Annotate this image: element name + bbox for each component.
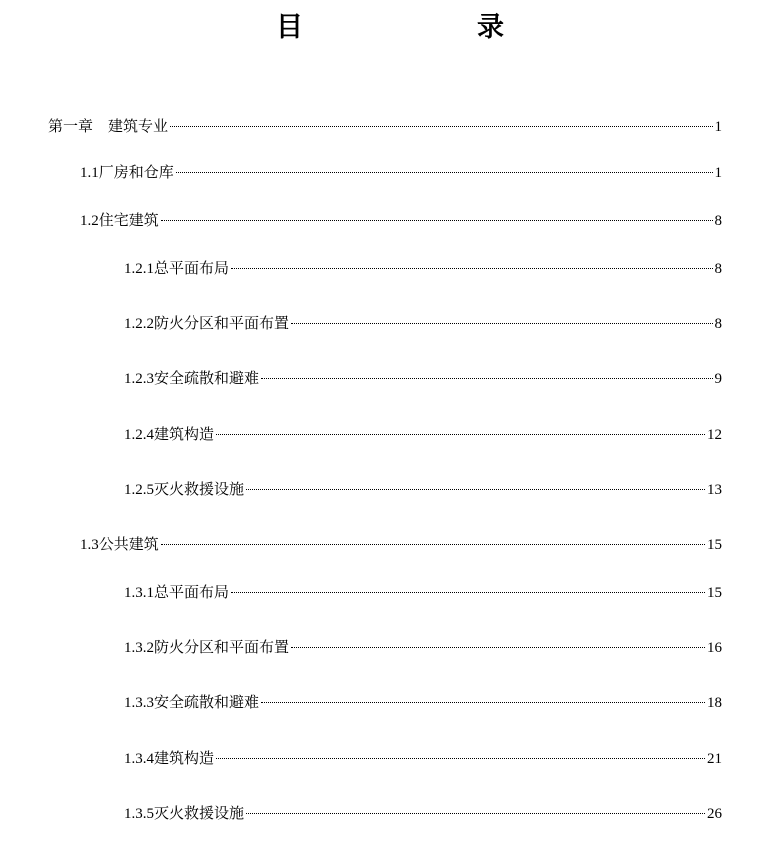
toc-entry-number: 1.3	[80, 537, 99, 553]
toc-entry-page: 9	[714, 371, 722, 387]
dot-leader	[216, 758, 705, 759]
toc-entry-1-2[interactable]	[80, 210, 722, 231]
toc-entry-title: 住宅建筑	[98, 211, 159, 229]
toc-entry-title: 建筑专业	[108, 117, 169, 135]
toc-entry-number: 第一章	[48, 119, 94, 135]
toc-entry-page: 16	[707, 640, 722, 656]
toc-entry-page: 18	[707, 695, 722, 711]
dot-leader	[246, 813, 705, 814]
toc-entry-title: 安全疏散和避难	[154, 693, 260, 711]
dot-leader	[161, 544, 705, 545]
toc-entry-1-2-5[interactable]	[124, 479, 722, 500]
toc-entry-title: 厂房和仓库	[98, 163, 174, 181]
toc-entry-title: 总平面布局	[154, 583, 230, 601]
dot-leader	[291, 323, 712, 324]
toc-entry-1-2-1[interactable]	[124, 258, 722, 279]
dot-leader	[231, 268, 712, 269]
toc-entry-number: 1.2	[80, 213, 99, 229]
toc-entry-1-3-4[interactable]	[124, 748, 722, 769]
toc-entry-1-3-1[interactable]	[124, 582, 722, 603]
toc-entry-title: 防火分区和平面布置	[154, 314, 290, 332]
toc-entry-page: 8	[714, 316, 722, 332]
toc-entry-1-1[interactable]	[80, 162, 722, 183]
toc-entry-title: 防火分区和平面布置	[154, 638, 290, 656]
toc-entry-number: 1.2.3	[124, 371, 154, 387]
toc-entry-1-3-3[interactable]	[124, 692, 722, 713]
toc-entry-1-3-5[interactable]	[124, 803, 722, 824]
dot-leader	[261, 378, 712, 379]
toc-entry-number: 1.3.5	[124, 806, 154, 822]
toc-entry-1-2-4[interactable]	[124, 424, 722, 445]
toc-entry-number: 1.2.1	[124, 261, 154, 277]
toc-entry-page: 12	[707, 427, 722, 443]
toc-entry-number: 1.3.4	[124, 751, 154, 767]
toc-entry-title: 建筑构造	[154, 425, 215, 443]
toc-entry-separator	[93, 117, 108, 137]
toc-entry-page: 15	[707, 585, 722, 601]
dot-leader	[161, 220, 713, 221]
toc-entry-page: 21	[707, 751, 722, 767]
toc-entry-number: 1.2.4	[124, 427, 154, 443]
toc-entry-number: 1.3.2	[124, 640, 154, 656]
dot-leader	[246, 489, 705, 490]
dot-leader	[291, 647, 705, 648]
toc-entry-page: 26	[707, 806, 722, 822]
dot-leader	[170, 126, 712, 127]
toc-entry-1-2-2[interactable]	[124, 313, 722, 334]
toc-entry-1-2-3[interactable]	[124, 368, 722, 389]
dot-leader	[176, 172, 713, 173]
toc-entry-title: 建筑构造	[154, 749, 215, 767]
toc-entry-page: 1	[714, 165, 722, 181]
dot-leader	[261, 702, 705, 703]
toc-entry-number: 1.3.1	[124, 585, 154, 601]
toc-entry-page: 8	[714, 261, 722, 277]
toc-entry-number: 1.2.5	[124, 482, 154, 498]
page-title: 目 录	[276, 12, 544, 43]
dot-leader	[216, 434, 705, 435]
toc-entry-1-3-2[interactable]	[124, 637, 722, 658]
toc-entry-number: 1.2.2	[124, 316, 154, 332]
toc-entry-page: 1	[714, 119, 722, 135]
toc-entry-title: 灭火救援设施	[154, 804, 245, 822]
toc-entry-title: 总平面布局	[154, 259, 230, 277]
toc-entry-page: 13	[707, 482, 722, 498]
toc-entry-number: 1.1	[80, 165, 99, 181]
toc-entry-page: 8	[714, 213, 722, 229]
toc-entry-page: 15	[707, 537, 722, 553]
toc-entry-title: 灭火救援设施	[154, 480, 245, 498]
toc-entry-1-3[interactable]	[80, 534, 722, 555]
toc-entry-number: 1.3.3	[124, 695, 154, 711]
toc-entry-chapter-1[interactable]	[48, 116, 722, 137]
dot-leader	[231, 592, 705, 593]
toc-entry-title: 安全疏散和避难	[154, 369, 260, 387]
toc-entry-title: 公共建筑	[98, 535, 159, 553]
